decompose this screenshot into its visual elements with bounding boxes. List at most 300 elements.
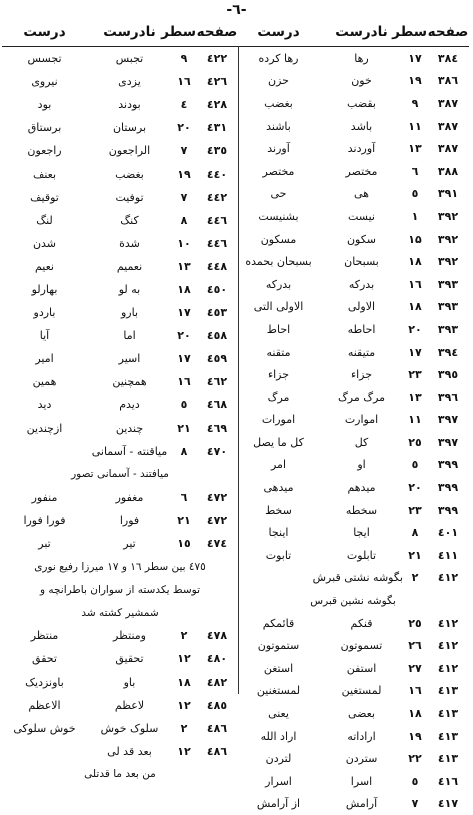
row-right: راجعون	[27, 144, 62, 158]
row-wrong: توفیت	[115, 190, 144, 204]
errata-row	[2, 694, 238, 717]
row-page: ٤۸٥	[206, 698, 228, 712]
row-right: آیا	[39, 329, 50, 343]
errata-row	[237, 273, 469, 296]
errata-note: بگوشه نشین قبرس	[310, 594, 396, 607]
row-line: ۹	[180, 52, 188, 66]
errata-row	[2, 255, 238, 278]
errata-row	[237, 318, 469, 341]
row-right: ستموتون	[257, 639, 300, 653]
row-page: ٤۸۰	[206, 652, 228, 666]
row-right: حزن	[268, 74, 289, 88]
row-wrong: باشد	[350, 119, 373, 133]
row-wrong: خون	[351, 74, 372, 88]
row-right: تبر	[38, 537, 51, 551]
row-line: ۱۲	[177, 698, 191, 712]
row-line: ۱٦	[408, 684, 422, 698]
errata-row	[237, 228, 469, 251]
row-page: ٤۱۳	[437, 729, 459, 743]
errata-row	[2, 301, 238, 324]
row-line: ۱٦	[408, 277, 422, 291]
row-right: امر	[270, 458, 287, 472]
errata-row	[2, 393, 238, 416]
row-line: ۱	[411, 209, 419, 223]
row-right: بود	[37, 98, 52, 112]
row-page: ٤۸٦	[206, 721, 228, 735]
errata-row	[237, 680, 469, 703]
row-page: ۳۹٥	[437, 368, 459, 382]
row-page: ۳۸۷	[437, 119, 459, 133]
row-page: ۳۹۹	[437, 503, 459, 517]
row-wrong: تابلوت	[346, 548, 377, 562]
row-right: کل ما یصل	[253, 435, 304, 449]
row-right: آورند	[267, 142, 290, 156]
errata-row	[2, 370, 238, 393]
row-line: ۱٥	[177, 537, 191, 551]
row-line: ۱۱	[408, 413, 422, 427]
row-line: ۸	[411, 526, 419, 540]
row-page: ۳۸۸	[437, 164, 459, 178]
errata-rows	[2, 47, 238, 786]
row-wrong: باو	[123, 675, 136, 689]
row-page: ٤۱۲	[437, 571, 459, 585]
row-wrong: اسیر	[118, 352, 141, 366]
row-right: الاولی التی	[253, 300, 304, 314]
row-page: ٤۷۲	[206, 490, 228, 504]
row-right: ازچندین	[26, 421, 63, 435]
row-page: ٤۱٦	[437, 774, 459, 788]
errata-row	[2, 601, 238, 624]
row-line: ۲۷	[408, 661, 422, 675]
row-wrong: تجبس	[115, 52, 144, 66]
row-line: ٥	[411, 774, 419, 788]
row-page: ٤۱۲	[437, 616, 459, 630]
row-wrong: فورا	[119, 513, 140, 527]
row-wrong: مختصر	[345, 164, 378, 178]
row-line: ۲	[180, 721, 188, 735]
row-page: ٤۱۷	[437, 797, 459, 811]
errata-row	[237, 747, 469, 770]
row-page: ٤٥۹	[206, 352, 228, 366]
row-line: ۲۳	[408, 503, 422, 517]
row-wrong: همچنین	[112, 375, 147, 389]
errata-row	[2, 440, 238, 463]
row-page: ٤۰۱	[437, 526, 459, 540]
errata-row	[237, 363, 469, 386]
row-page: ۳۹۳	[437, 300, 459, 314]
errata-note: میافتند - آسمانی تصور	[71, 468, 169, 481]
row-line: ۱٦	[177, 75, 191, 89]
row-page: ۳۹٤	[437, 345, 459, 359]
row-wrong: تسموتون	[340, 639, 383, 653]
column-header	[2, 18, 238, 46]
row-page: ٤۷۲	[206, 513, 228, 527]
errata-row	[237, 70, 469, 93]
row-line: ۲۱	[177, 421, 191, 435]
row-right: توقیف	[30, 190, 59, 204]
row-page: ۳۹۲	[437, 209, 459, 223]
errata-row	[2, 186, 238, 209]
row-line: ۲۳	[408, 368, 422, 382]
row-line: ۱٦	[177, 375, 191, 389]
row-right: اینجا	[268, 526, 289, 540]
row-right: بدرکه	[265, 277, 292, 291]
row-line: ۲۰	[177, 329, 191, 343]
errata-row	[2, 278, 238, 301]
header-line: سطر	[161, 24, 196, 40]
row-page: ۳۹۲	[437, 255, 459, 269]
row-wrong: بگوشه نشتی قبرش	[312, 571, 403, 585]
row-page: ۳۸٦	[437, 74, 459, 88]
errata-row	[237, 92, 469, 115]
errata-row	[237, 250, 469, 273]
row-page: ٤۳٥	[206, 144, 228, 158]
row-page: ٤٤۸	[206, 259, 228, 273]
row-line: ۲	[411, 571, 419, 585]
errata-row	[237, 657, 469, 680]
row-line: ٤	[180, 98, 188, 112]
row-right: باونزدیک	[25, 675, 64, 689]
errata-row	[2, 578, 238, 601]
errata-row	[237, 160, 469, 183]
errata-note: شمشیر کشته شد	[81, 606, 159, 619]
row-page: ٤٦۸	[206, 398, 228, 412]
header-line: سطر	[392, 24, 427, 40]
row-page: ۳۹۳	[437, 322, 459, 336]
row-wrong: بعد قد لی	[107, 744, 152, 758]
row-right: میدهی	[263, 481, 294, 495]
column-divider	[238, 46, 239, 694]
errata-column-left	[2, 18, 238, 786]
row-wrong: به لو	[118, 282, 141, 296]
row-line: ٦	[411, 164, 419, 178]
row-page: ۳۹۹	[437, 458, 459, 472]
row-line: ۱۸	[408, 300, 422, 314]
row-wrong: چندین	[115, 421, 144, 435]
row-line: ۲۲	[408, 752, 422, 766]
row-wrong: لمستغین	[341, 684, 382, 698]
row-page: ٤۲۲	[206, 52, 228, 66]
row-page: ۳۹۲	[437, 232, 459, 246]
row-page: ٤۸٦	[206, 744, 228, 758]
row-right: اراد الله	[260, 729, 297, 743]
row-wrong: قنکم	[350, 616, 373, 630]
row-right: متقنه	[266, 345, 291, 359]
row-right: یعنی	[268, 707, 289, 721]
header-page: صفحه	[196, 24, 238, 40]
row-page: ٤۳۱	[206, 121, 228, 135]
row-wrong: یزدی	[118, 75, 141, 89]
row-line: ۱۵	[408, 232, 422, 246]
row-right: باردو	[33, 306, 56, 320]
errata-row	[2, 70, 238, 93]
errata-row	[2, 417, 238, 440]
row-page: ٤۷۰	[206, 444, 228, 458]
row-page: ٤٦۹	[206, 421, 228, 435]
row-right: تابوت	[265, 548, 292, 562]
row-right: باشند	[266, 119, 291, 133]
row-page: ٤٦۲	[206, 375, 228, 389]
row-wrong: برستان	[112, 121, 147, 135]
row-page: ٤٤٦	[206, 236, 228, 250]
row-wrong: تحقیق	[115, 652, 144, 666]
errata-row	[237, 137, 469, 160]
errata-row	[237, 499, 469, 522]
row-line: ۲٥	[408, 616, 422, 630]
column-header	[237, 18, 469, 46]
row-right: منفور	[31, 490, 58, 504]
row-line: ۲٥	[408, 435, 422, 449]
page-number: -٦-	[226, 2, 247, 18]
row-page: ۳۹۷	[437, 413, 459, 427]
row-page: ٤۱۳	[437, 752, 459, 766]
errata-row	[2, 717, 238, 740]
row-wrong: او	[357, 458, 366, 472]
row-line: ۲۰	[177, 121, 191, 135]
row-right: از آرامش	[256, 797, 301, 811]
row-right: مرگ	[267, 390, 290, 404]
errata-row	[2, 232, 238, 255]
errata-row	[237, 341, 469, 364]
row-right: امورات	[261, 413, 296, 427]
row-line: ۱۹	[408, 74, 422, 88]
row-right: دید	[37, 398, 52, 412]
row-line: ۲۱	[177, 513, 191, 527]
row-wrong: آرامش	[345, 797, 378, 811]
row-line: ۱۳	[408, 390, 422, 404]
row-page: ٤۸۲	[206, 675, 228, 689]
row-page: ٤۱۳	[437, 684, 459, 698]
row-right: حی	[270, 187, 287, 201]
row-wrong: ایجا	[353, 526, 370, 540]
row-page: ٤۱۲	[437, 639, 459, 653]
row-wrong: اراداته	[347, 729, 376, 743]
errata-row	[2, 532, 238, 555]
row-wrong: رها	[354, 51, 369, 65]
row-page: ٤٥۳	[206, 306, 228, 320]
row-page: ٤٤۰	[206, 167, 228, 181]
row-right: الاعظم	[28, 698, 61, 712]
row-wrong: میاقنته - آسمانی	[91, 444, 168, 458]
row-page: ۳۹۱	[437, 187, 459, 201]
row-line: ۱۹	[408, 729, 422, 743]
header-page: صفحه	[427, 24, 469, 40]
row-line: ۲٦	[408, 639, 422, 653]
row-wrong: بسبحان	[344, 255, 379, 269]
row-wrong: سلوک خوش	[100, 721, 159, 735]
errata-row	[237, 702, 469, 725]
errata-row	[237, 115, 469, 138]
row-line: ۷	[180, 144, 188, 158]
row-line: ۱۸	[408, 255, 422, 269]
row-right: استغن	[263, 661, 294, 675]
row-line: ۷	[180, 190, 188, 204]
errata-row	[2, 463, 238, 486]
errata-row	[2, 555, 238, 578]
row-right: قائمکم	[262, 616, 295, 630]
row-wrong: بغضب	[115, 167, 144, 181]
errata-row	[237, 205, 469, 228]
row-page: ٤۲۸	[206, 98, 228, 112]
errata-row	[2, 763, 238, 786]
errata-row	[237, 476, 469, 499]
row-right: بسبحان بحمده	[245, 255, 312, 269]
errata-row	[237, 567, 469, 590]
row-line: ۱۸	[177, 282, 191, 296]
row-wrong: استفن	[346, 661, 377, 675]
row-wrong: الاولی	[347, 300, 376, 314]
row-line: ۹	[411, 96, 419, 110]
row-right: لنگ	[36, 213, 53, 227]
errata-row	[2, 324, 238, 347]
row-wrong: بعضی	[347, 707, 376, 721]
row-line: ۱۸	[177, 675, 191, 689]
row-right: اسرار	[265, 774, 292, 788]
row-page: ٤٥۰	[206, 282, 228, 296]
row-page: ۳۸٤	[437, 51, 459, 65]
errata-row	[2, 647, 238, 670]
row-page: ٤٤۲	[206, 190, 228, 204]
row-right: رها کرده	[258, 51, 299, 65]
errata-row	[237, 409, 469, 432]
header-wrong: نادرست	[335, 24, 388, 40]
row-wrong: مغفور	[115, 490, 144, 504]
row-line: ۱۳	[177, 259, 191, 273]
row-line: ۷	[411, 797, 419, 811]
errata-row	[237, 634, 469, 657]
row-wrong: نیست	[348, 209, 375, 223]
errata-row	[237, 589, 469, 612]
errata-row	[2, 347, 238, 370]
row-wrong: احاطه	[347, 322, 376, 336]
row-wrong: دیدم	[119, 398, 140, 412]
row-line: ۱۰	[177, 236, 191, 250]
row-line: ٥	[411, 458, 419, 472]
row-page: ۳۹٦	[437, 390, 459, 404]
row-line: ۸	[180, 213, 188, 227]
row-page: ٤۱۳	[437, 707, 459, 721]
row-line: ٥	[180, 398, 188, 412]
row-page: ۳۹۹	[437, 481, 459, 495]
row-wrong: نعمیم	[116, 259, 143, 273]
header-right: درست	[23, 24, 66, 40]
errata-row	[237, 612, 469, 635]
row-line: ۲۰	[408, 322, 422, 336]
row-page: ۳۹۳	[437, 277, 459, 291]
row-wrong: بودند	[118, 98, 141, 112]
row-right: لتردن	[265, 752, 292, 766]
row-line: ۱۷	[177, 306, 191, 320]
row-right: لمستغنین	[256, 684, 301, 698]
row-wrong: هی	[354, 187, 369, 201]
row-right: فورا فورا	[23, 513, 66, 527]
row-wrong: الراجعون	[108, 144, 151, 158]
errata-row	[237, 725, 469, 748]
errata-note: ٤۷٥ بین سطر ۱٦ و ۱۷ میرزا رفیع نوری	[34, 560, 206, 573]
row-right: امیر	[35, 352, 54, 366]
row-right: تجسس	[27, 52, 62, 66]
errata-row	[237, 296, 469, 319]
row-right: بغضب	[264, 96, 293, 110]
row-wrong: ومنتظر	[113, 629, 146, 643]
row-wrong: اما	[123, 329, 136, 343]
errata-column-right	[237, 18, 469, 815]
row-right: مسکون	[260, 232, 297, 246]
row-line: ۲	[180, 629, 188, 643]
row-wrong: بدرکه	[348, 277, 375, 291]
row-right: نعیم	[34, 259, 54, 273]
errata-row	[237, 454, 469, 477]
row-line: ۲۰	[408, 481, 422, 495]
row-page: ٤٥۸	[206, 329, 228, 343]
row-line: ٦	[180, 490, 188, 504]
errata-row	[2, 162, 238, 185]
errata-row	[2, 139, 238, 162]
row-wrong: میدهم	[347, 481, 376, 495]
errata-note: توسط یکدسته از سواران باطرانچه و	[39, 583, 201, 596]
row-line: ۱۲	[177, 652, 191, 666]
errata-note: من بعد ما قدتلی	[84, 768, 156, 781]
row-right: تحقق	[32, 652, 57, 666]
row-wrong: اسرا	[350, 774, 373, 788]
row-wrong: سخطه	[345, 503, 378, 517]
errata-row	[237, 770, 469, 793]
row-wrong: کنگ	[120, 213, 139, 227]
row-line: ۱۳	[408, 142, 422, 156]
row-line: ۱۸	[408, 707, 422, 721]
row-page: ٤۲٦	[206, 75, 228, 89]
row-line: ۱۲	[177, 744, 191, 758]
row-wrong: اموارت	[344, 413, 379, 427]
row-line: ۲۱	[408, 548, 422, 562]
row-page: ۳۹۷	[437, 435, 459, 449]
row-wrong: لاعظم	[114, 698, 145, 712]
row-right: احاط	[266, 322, 291, 336]
row-page: ۳۸۷	[437, 142, 459, 156]
row-right: شدن	[32, 236, 57, 250]
row-line: ۱۷	[408, 345, 422, 359]
header-right: درست	[257, 24, 300, 40]
row-wrong: تیر	[123, 537, 136, 551]
errata-row	[237, 544, 469, 567]
errata-row	[2, 209, 238, 232]
row-wrong: متیقنه	[347, 345, 376, 359]
errata-row	[2, 740, 238, 763]
row-wrong: سکون	[346, 232, 377, 246]
row-page: ٤۱۱	[437, 548, 459, 562]
row-right: سخط	[265, 503, 292, 517]
row-right: جزاء	[267, 368, 290, 382]
row-right: نیروی	[31, 75, 58, 89]
row-line: ٥	[411, 187, 419, 201]
row-page: ٤۷٤	[206, 537, 228, 551]
errata-row	[237, 521, 469, 544]
row-right: مختصر	[262, 164, 295, 178]
errata-row	[2, 116, 238, 139]
row-right: بشنیست	[258, 209, 299, 223]
row-line: ۱۱	[408, 119, 422, 133]
row-wrong: کل	[354, 435, 369, 449]
row-wrong: ستردن	[345, 752, 378, 766]
row-wrong: جزاء	[350, 368, 373, 382]
row-wrong: بارو	[120, 306, 139, 320]
row-right: همین	[32, 375, 57, 389]
row-right: برستاق	[27, 121, 62, 135]
row-right: بعنف	[32, 167, 57, 181]
errata-row	[2, 93, 238, 116]
row-right: خوش سلوکی	[13, 721, 76, 735]
errata-row	[2, 671, 238, 694]
